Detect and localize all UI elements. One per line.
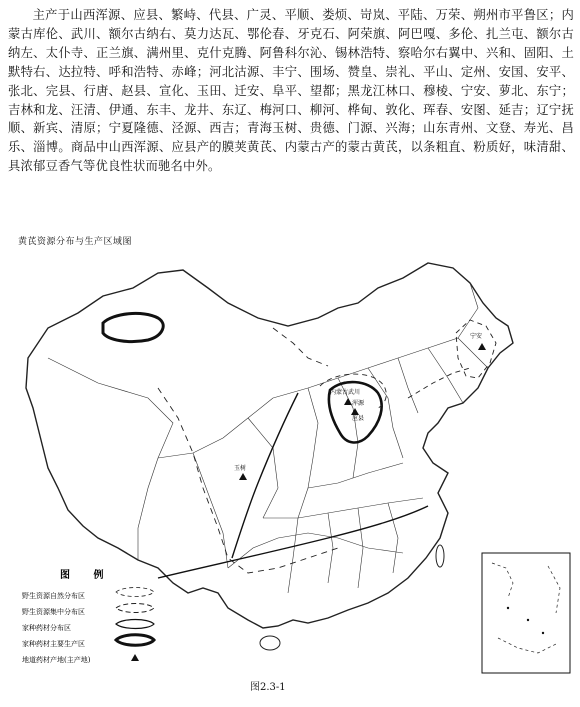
legend-swatch-solid-thick xyxy=(116,635,154,646)
hainan-island xyxy=(260,636,280,650)
place-label-northeast: 宁安 xyxy=(470,333,483,340)
south-china-sea-inset xyxy=(482,553,570,673)
northeast-range-dashed xyxy=(408,368,470,398)
cultivation-belt-south xyxy=(158,506,428,578)
map-svg xyxy=(8,248,574,692)
triangle-marker-west xyxy=(239,473,247,480)
legend-swatch-dashed-thin xyxy=(116,588,154,597)
figure-caption: 图2.3-1 xyxy=(250,682,286,693)
map-legend xyxy=(22,568,154,664)
place-label-north-second: 应县 xyxy=(352,415,365,422)
triangle-marker-northeast xyxy=(478,343,486,350)
wild-natural-range-north xyxy=(273,328,328,366)
legend-label-1: 野生资源自然分布区 xyxy=(22,592,85,600)
daodi-markers xyxy=(239,343,486,480)
place-label-west: 玉树 xyxy=(234,465,247,472)
place-label-north-upper: 内蒙古武川 xyxy=(330,389,361,396)
legend-swatch-triangle xyxy=(131,654,139,661)
place-label-north: 浑源 xyxy=(352,400,365,407)
taiwan-island xyxy=(436,545,444,567)
legend-label-3: 家种药材分布区 xyxy=(22,624,71,632)
legend-label-2: 野生资源集中分布区 xyxy=(22,608,85,616)
triangle-marker-north-2 xyxy=(344,398,352,405)
map-title: 黄芪资源分布与生产区域图 xyxy=(18,237,133,247)
legend-label-4: 家种药材主要生产区 xyxy=(22,640,85,648)
legend-swatch-dashed xyxy=(116,604,154,613)
legend-label-5: 地道药材产地(主产地) xyxy=(22,656,91,664)
legend-title: 图 例 xyxy=(60,570,114,581)
xinjiang-cultivated-area xyxy=(103,313,163,341)
northeast-wild-area xyxy=(456,320,496,378)
wild-natural-range xyxy=(158,388,338,573)
triangle-marker-north xyxy=(351,408,359,415)
distribution-map xyxy=(8,248,574,692)
legend-swatch-solid xyxy=(116,620,154,629)
body-paragraph: 主产于山西浑源、应县、繁峙、代县、广灵、平顺、娄烦、岢岚、平陆、万荣、朔州市平鲁区；内蒙古库伦、武川、额尔古纳右、莫力达瓦、鄂伦春、牙克石、阿荣旗、阿巴嘎、多伦、扎兰屯、额尔古纳左、太仆寺、正兰旗、满州里、克什克腾、阿鲁科尔沁、锡林浩特、察哈尔右翼中、兴和、固阳、土默特右、达拉特、呼和浩特、赤峰；河北沽源、丰宁、围场、赞皇、崇礼、平山、定州、安国、安平、张北、完县、行唐、赵县、宣化、玉田、迁安、阜平、望都；黑龙江林口、穆棱、宁安、萝北、东宁；吉林和龙、汪清、伊通、东丰、龙井、东辽、梅河口、柳河、桦甸、敦化、珲春、安图、延吉；辽宁抚顺、新宾、清原；宁夏隆德、泾源、西吉；青海玉树、贵德、门源、兴海；山东青州、文登、寿光、昌乐、淄博。商品中山西浑源、应县产的膜荚黄芪、内蒙古产的蒙古黄芪，以条粗直、粉质好，味清甜、具浓郁豆香气等优良性状而驰名中外。 xyxy=(8,8,574,174)
